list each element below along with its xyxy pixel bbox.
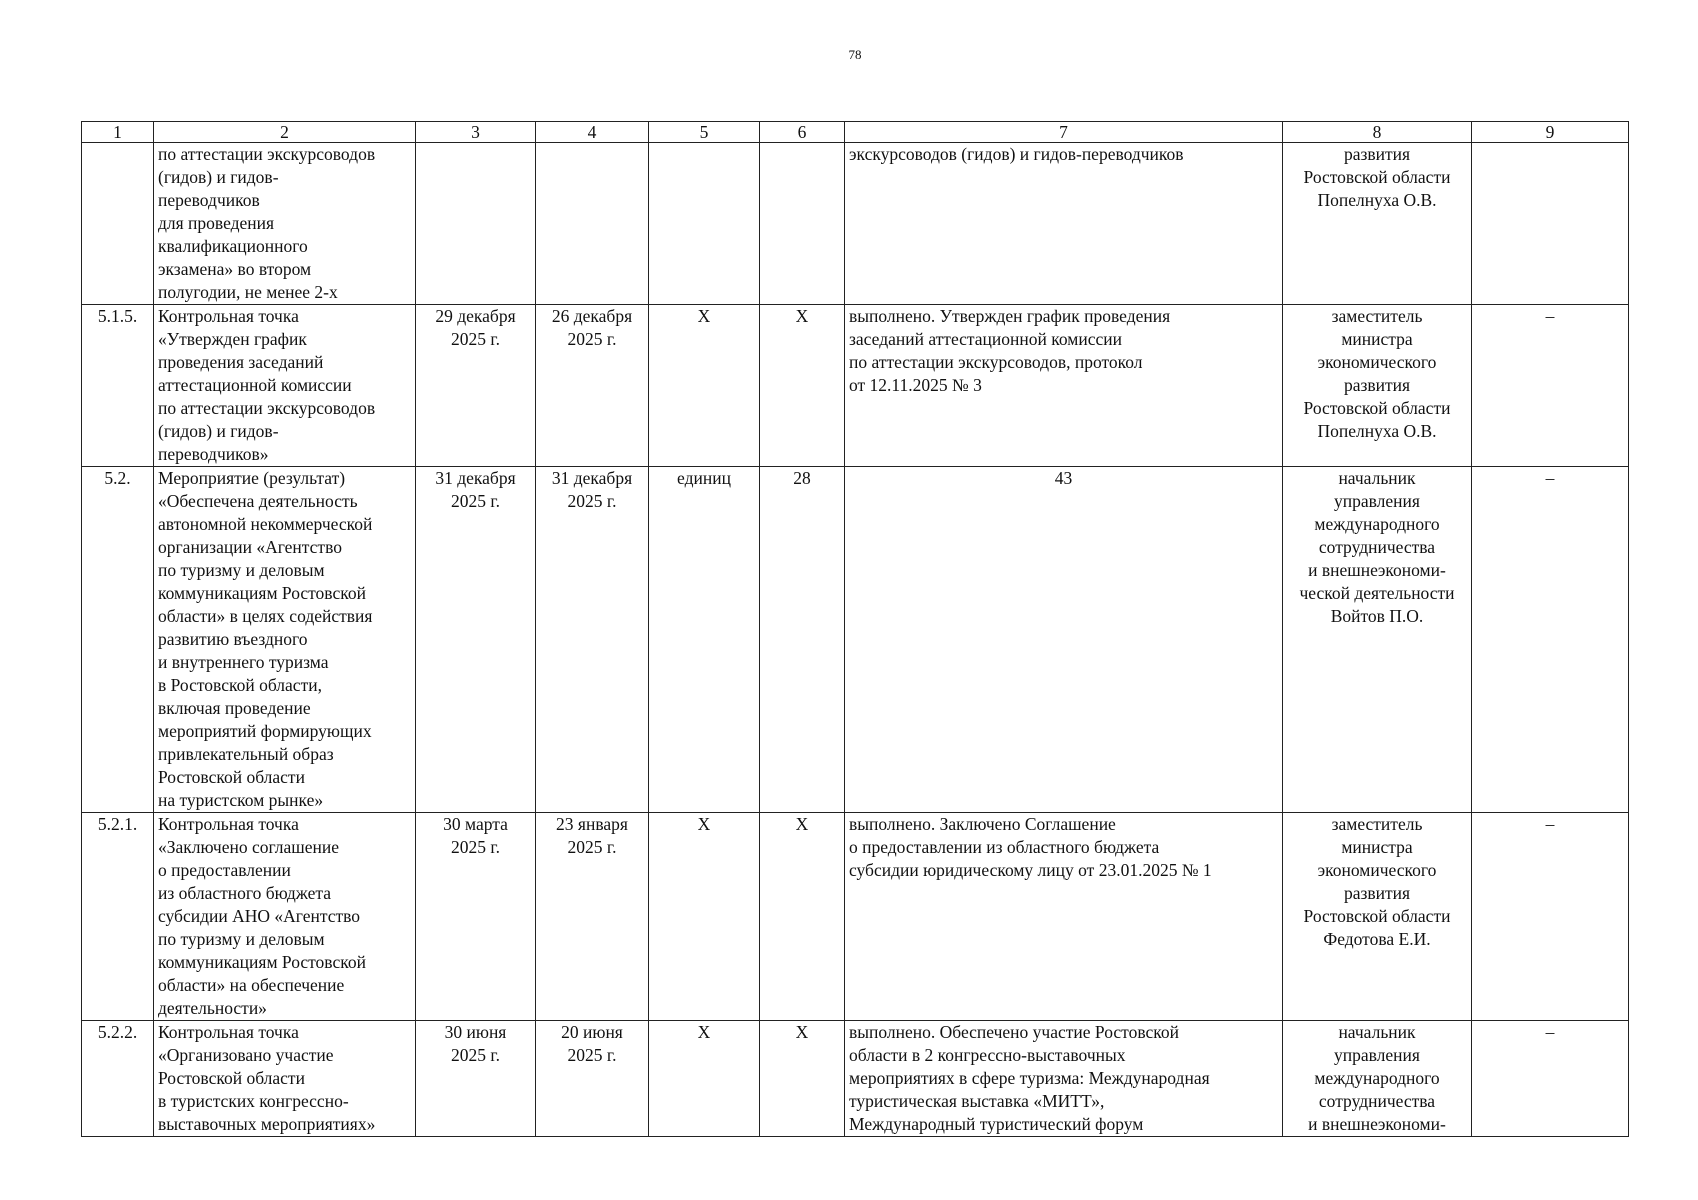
plan-value-cell: 28: [760, 467, 845, 813]
row-number-cell: 5.1.5.: [82, 305, 154, 467]
fact-date-cell: 20 июня 2025 г.: [536, 1021, 649, 1137]
activity-name-cell: Контрольная точка «Организовано участие Ростовской области в туристских конгрессно- выставочных мероприятиях»: [154, 1021, 416, 1137]
plan-value-cell: Х: [760, 813, 845, 1021]
table-row: [82, 467, 1629, 813]
activity-name-cell: по аттестации экскурсоводов (гидов) и гидов- переводчиков для проведения квалификационного экзамена» во втором полугодии, не менее 2-х: [154, 143, 416, 305]
activity-name-cell: Мероприятие (результат) «Обеспечена деятельность автономной некоммерческой организации «Агентство по туризму и деловым коммуникациям Ростовской области» в целях содействия развитию въездного и внутреннего туризма в Ростовской области, включая проведение мероприятий формирующих привлекательный образ Ростовской области на туристском рынке»: [154, 467, 416, 813]
row-number-cell: [82, 143, 154, 305]
column-header: 2: [154, 122, 416, 143]
note-cell: –: [1472, 813, 1629, 1021]
row-number-cell: 5.2.2.: [82, 1021, 154, 1137]
result-cell: выполнено. Заключено Соглашение о предоставлении из областного бюджета субсидии юридическому лицу от 23.01.2025 № 1: [845, 813, 1283, 1021]
column-header: 5: [649, 122, 760, 143]
unit-cell: Х: [649, 1021, 760, 1137]
plan-date-cell: 30 июня 2025 г.: [416, 1021, 536, 1137]
plan-date-cell: 29 декабря 2025 г.: [416, 305, 536, 467]
note-cell: –: [1472, 305, 1629, 467]
report-table: [81, 121, 1629, 1137]
plan-date-cell: [416, 143, 536, 305]
fact-date-cell: 23 января 2025 г.: [536, 813, 649, 1021]
column-number-row: [82, 122, 1629, 143]
column-header: 9: [1472, 122, 1629, 143]
responsible-cell: заместитель министра экономического развития Ростовской области Федотова Е.И.: [1283, 813, 1472, 1021]
result-cell: экскурсоводов (гидов) и гидов-переводчиков: [845, 143, 1283, 305]
responsible-cell: начальник управления международного сотрудничества и внешнеэкономи-: [1283, 1021, 1472, 1137]
activity-name-cell: Контрольная точка «Утвержден график проведения заседаний аттестационной комиссии по аттестации экскурсоводов (гидов) и гидов- переводчиков»: [154, 305, 416, 467]
fact-date-cell: [536, 143, 649, 305]
fact-date-cell: 26 декабря 2025 г.: [536, 305, 649, 467]
column-header: 4: [536, 122, 649, 143]
result-cell: 43: [845, 467, 1283, 813]
row-number-cell: 5.2.: [82, 467, 154, 813]
activity-name-cell: Контрольная точка «Заключено соглашение о предоставлении из областного бюджета субсидии АНО «Агентство по туризму и деловым коммуникациям Ростовской области» на обеспечение деятельности»: [154, 813, 416, 1021]
responsible-cell: развития Ростовской области Попелнуха О.В.: [1283, 143, 1472, 305]
table-row: [82, 143, 1629, 305]
unit-cell: Х: [649, 305, 760, 467]
fact-date-cell: 31 декабря 2025 г.: [536, 467, 649, 813]
plan-value-cell: Х: [760, 1021, 845, 1137]
note-cell: [1472, 143, 1629, 305]
unit-cell: Х: [649, 813, 760, 1021]
result-cell: выполнено. Утвержден график проведения заседаний аттестационной комиссии по аттестации экскурсоводов, протокол от 12.11.2025 № 3: [845, 305, 1283, 467]
page-number: 78: [848, 47, 862, 62]
note-cell: –: [1472, 467, 1629, 813]
plan-value-cell: Х: [760, 305, 845, 467]
result-cell: выполнено. Обеспечено участие Ростовской области в 2 конгрессно-выставочных мероприятиях в сфере туризма: Международная туристическая выставка «МИТТ», Международный туристический форум: [845, 1021, 1283, 1137]
column-header: 8: [1283, 122, 1472, 143]
column-header: 1: [82, 122, 154, 143]
plan-date-cell: 30 марта 2025 г.: [416, 813, 536, 1021]
table-row: [82, 813, 1629, 1021]
unit-cell: единиц: [649, 467, 760, 813]
plan-value-cell: [760, 143, 845, 305]
row-number-cell: 5.2.1.: [82, 813, 154, 1021]
note-cell: –: [1472, 1021, 1629, 1137]
column-header: 7: [845, 122, 1283, 143]
plan-date-cell: 31 декабря 2025 г.: [416, 467, 536, 813]
table-row: [82, 1021, 1629, 1137]
column-header: 3: [416, 122, 536, 143]
column-header: 6: [760, 122, 845, 143]
responsible-cell: начальник управления международного сотрудничества и внешнеэкономи- ческой деятельности Войтов П.О.: [1283, 467, 1472, 813]
unit-cell: [649, 143, 760, 305]
table-row: [82, 305, 1629, 467]
responsible-cell: заместитель министра экономического развития Ростовской области Попелнуха О.В.: [1283, 305, 1472, 467]
